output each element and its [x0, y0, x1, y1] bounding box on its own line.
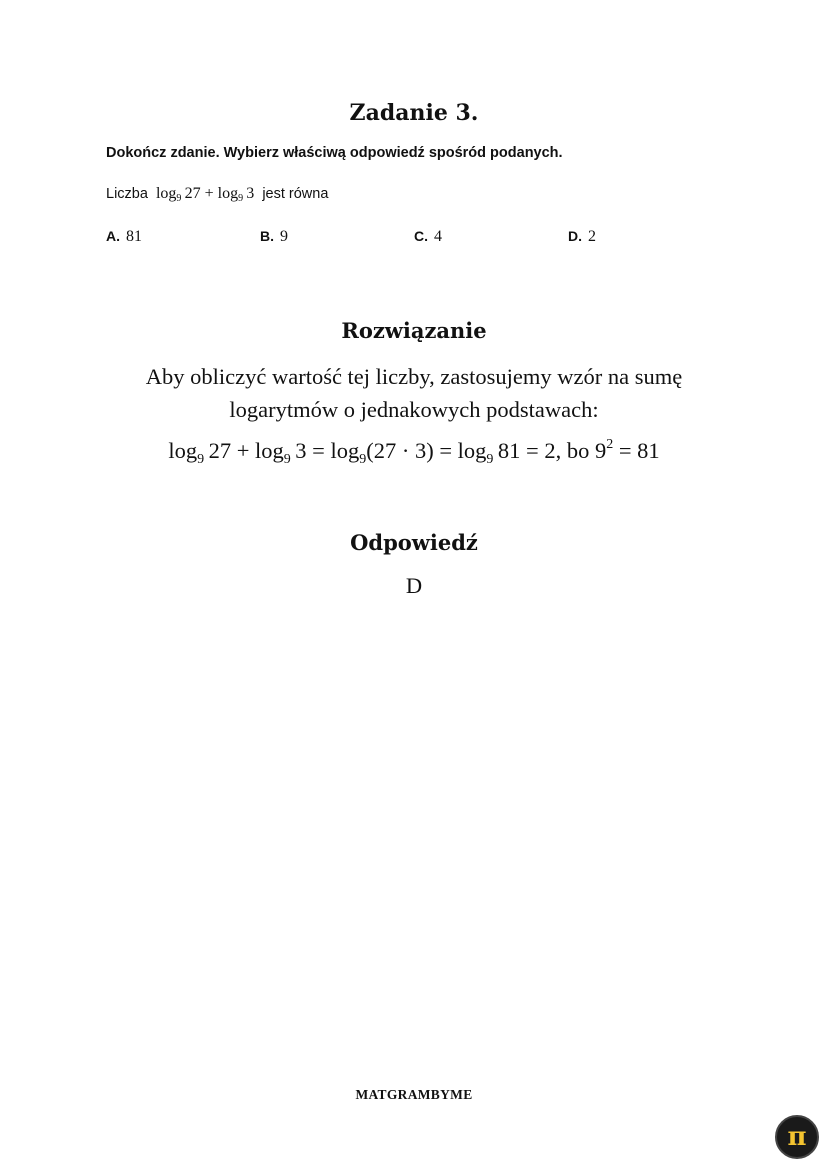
- solution-equation: $\log_9 27 + \log_9 3 = \log_9(27 \cdot 3) = \log_9 81 = 2$, bo $9^2 = 81$: [168, 437, 660, 467]
- option-value: 81: [126, 228, 142, 245]
- task-title: Zadanie 3.: [349, 100, 479, 126]
- option-d: [568, 227, 596, 246]
- option-a: [106, 227, 142, 246]
- solution-heading: Rozwiązanie: [341, 318, 487, 343]
- solution-text-line1: Aby obliczyć wartość tej liczby, zastosujemy wzór na sumę: [145, 364, 683, 389]
- option-value: 9: [280, 228, 288, 245]
- option-letter: C.: [414, 228, 428, 244]
- option-letter: D.: [568, 228, 582, 244]
- answer-value: D: [405, 573, 423, 598]
- option-b: [260, 227, 288, 246]
- option-value: 4: [434, 228, 442, 245]
- pi-symbol: π: [787, 1122, 807, 1152]
- question-expression: $\log_9 27 + \log_9 3$: [151, 185, 259, 204]
- task-instruction: Dokończ zdanie. Wybierz właściwą odpowiedź spośród podanych.: [106, 145, 563, 161]
- footer-brand: MATGRAMBYME: [355, 1087, 473, 1102]
- question-prefix: Liczba: [106, 186, 148, 202]
- option-letter: B.: [260, 228, 274, 244]
- option-value: 2: [588, 228, 596, 245]
- option-letter: A.: [106, 228, 120, 244]
- task-question: [106, 185, 328, 204]
- answer-heading: Odpowiedź: [350, 530, 478, 555]
- pi-logo-icon: [775, 1115, 819, 1159]
- question-suffix: jest równa: [262, 186, 329, 202]
- option-c: [414, 227, 442, 246]
- solution-text-line2: logarytmów o jednakowych podstawach:: [229, 397, 599, 422]
